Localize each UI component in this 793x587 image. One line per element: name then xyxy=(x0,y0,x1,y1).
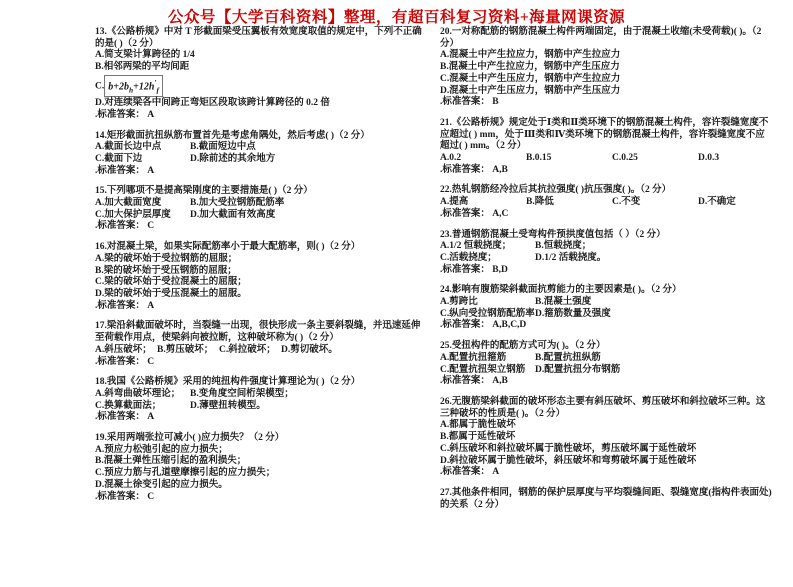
option-d: D.梁的破坏始于受压混凝土的屈服。 xyxy=(95,288,247,299)
answer-line: .标准答案： A,B xyxy=(440,164,508,175)
question-stem: 19.采用两端张拉可减小( )应力损失？（2 分） xyxy=(95,433,285,444)
question-18 xyxy=(95,377,427,424)
question-stem: 17.梁沿斜截面破坏时，当裂缝一出现，很快形成一条主要斜裂缝，并迅速延伸至荷载作用点，使梁斜向被拉断，这种破坏称为( )（2 分） xyxy=(95,321,421,344)
option-c: C.斜压破坏和斜拉破坏属于脆性破坏，剪压破坏属于延性破坏 xyxy=(440,443,697,454)
question-stem: 15.下列哪项不是提高梁刚度的主要措施是( )（2 分） xyxy=(95,186,313,197)
formula-text: +12h xyxy=(133,81,155,93)
option-row xyxy=(440,365,774,377)
option-d: D.1/2 活载挠度。 xyxy=(535,252,607,263)
option-d: D.对连续梁各中间跨正弯矩区段取该跨计算跨径的 0.2 倍 xyxy=(95,98,330,109)
answer-line: .标准答案： A xyxy=(95,165,155,176)
option-a: A.预应力松弛引起的应力损失； xyxy=(95,444,228,455)
option-row xyxy=(95,142,427,154)
question-27 xyxy=(440,488,774,511)
option-d: D.剪切破坏。 xyxy=(281,344,338,355)
question-stem: 24.影响有腹筋梁斜截面抗剪能力的主要因素是( )。（2 分） xyxy=(440,285,682,296)
option-c: C.混凝土中产生压应力，钢筋中产生拉应力 xyxy=(440,73,621,84)
option-a: A.斜压破坏； xyxy=(95,344,152,355)
question-stem: 13.《公路桥规》中对 T 形截面梁受压翼板有效宽度取值的规定中，下列不正确的是( )（2 分） xyxy=(95,27,422,49)
answer-line: .标准答案： C xyxy=(95,356,155,367)
formula-image xyxy=(104,75,163,97)
option-c: C.换算截面法； xyxy=(95,400,162,411)
option-a: A.简支梁计算跨径的 1/4 xyxy=(95,50,195,61)
option-b: B.加大受拉钢筋配筋率 xyxy=(190,198,285,209)
question-24 xyxy=(440,285,774,332)
option-c: C.梁的破坏始于受拉混凝土的屈服； xyxy=(95,277,247,288)
question-26 xyxy=(440,397,774,479)
option-c: C.0.25 xyxy=(612,153,638,164)
option-row xyxy=(440,197,774,209)
question-stem: 18.我国《公路桥规》采用的纯扭构件强度计算理论为( )（2 分） xyxy=(95,377,361,388)
answer-line: .标准答案： B,D xyxy=(440,264,508,275)
option-d: D.加大截面有效高度 xyxy=(190,209,276,220)
option-b: B.降低 xyxy=(526,197,554,208)
question-stem: 20.一对称配筋的钢筋混凝土构件两端固定，由于混凝土收缩(未受荷载)( )。（2 分） xyxy=(440,27,762,49)
question-25 xyxy=(440,341,774,388)
option-a: A.截面长边中点 xyxy=(95,142,162,153)
option-c-label: C. xyxy=(95,81,105,92)
option-b: B.0.15 xyxy=(526,153,552,164)
question-20 xyxy=(440,27,774,109)
option-d: D.混凝土徐变引起的应力损失。 xyxy=(95,479,228,490)
option-c: C.加大保护层厚度 xyxy=(95,209,171,220)
option-c xyxy=(95,74,427,98)
option-row xyxy=(95,401,427,413)
option-d: D.0.3 xyxy=(698,153,720,164)
formula-subscript: h xyxy=(128,85,134,95)
option-b: B.变角度空间桁架模型； xyxy=(190,388,294,399)
option-d: D.不确定 xyxy=(698,197,736,208)
option-b: B.混凝土弹性压缩引起的盈利损失； xyxy=(95,456,247,467)
question-stem: 26.无腹筋梁斜截面的破坏形态主要有斜压破坏、剪压破坏和斜拉破坏三种。这三种破坏的性质是( )。（2 分） xyxy=(440,396,766,419)
option-a: A.梁的破坏始于受拉钢筋的屈服； xyxy=(95,253,238,264)
option-row xyxy=(440,153,774,165)
option-c: C.截面下边 xyxy=(95,153,143,164)
option-b: B.梁的破坏始于受压钢筋的屈服； xyxy=(95,265,237,276)
questions-column-right xyxy=(440,27,774,520)
question-14 xyxy=(95,131,427,178)
answer-line: .标准答案： A xyxy=(95,109,155,120)
answer-line: .标准答案： A xyxy=(95,412,155,423)
question-19 xyxy=(95,433,427,503)
question-21 xyxy=(440,118,774,177)
option-row xyxy=(95,210,427,222)
option-c: C.斜拉破坏； xyxy=(219,344,276,355)
question-stem: 16.对混凝土梁，如果实际配筋率小于最大配筋率，则( )（2 分） xyxy=(95,242,361,253)
formula-text: b+2b xyxy=(108,81,129,93)
option-a: A.剪跨比 xyxy=(440,297,478,308)
option-d: D.斜拉破坏属于脆性破坏，斜压破坏和弯剪破坏属于延性破坏 xyxy=(440,455,697,466)
question-16 xyxy=(95,242,427,312)
formula-prime: ′ xyxy=(154,77,157,87)
option-d: D.配置抗扭分布钢筋 xyxy=(535,364,621,375)
option-d: D.箍筋数量及强度 xyxy=(535,308,611,319)
option-a: A.0.2 xyxy=(440,153,462,164)
option-a: A.都属于脆性破坏 xyxy=(440,420,516,431)
question-stem: 14.矩形截面抗扭纵筋布置首先是考虑角隅处，然后考虑( )（2 分） xyxy=(95,130,370,141)
option-a: A.1/2 恒载挠度； xyxy=(440,241,512,252)
answer-line: .标准答案： A xyxy=(440,467,500,478)
question-13 xyxy=(95,27,427,122)
question-stem: 25.受扭构件的配筋方式可为( )。（2 分） xyxy=(440,341,606,352)
question-17 xyxy=(95,321,427,368)
formula-subscript: f xyxy=(156,85,159,95)
option-row xyxy=(95,198,427,210)
option-c: C.活载挠度； xyxy=(440,252,497,263)
answer-line: .标准答案： A,C xyxy=(440,208,509,219)
option-b: B.相邻两梁的平均间距 xyxy=(95,62,190,73)
option-c: C.配置抗扭架立钢筋 xyxy=(440,364,526,375)
answer-line: .标准答案： A,B xyxy=(440,376,508,387)
option-a: A.斜弯曲破坏理论； xyxy=(95,388,181,399)
question-stem: 22.热轧钢筋经冷拉后其抗拉强度( )抗压强度( )。（2 分） xyxy=(440,185,672,196)
option-row xyxy=(440,309,774,321)
option-b: B.配置抗扭纵筋 xyxy=(535,352,601,363)
option-d: D.薄壁扭转模型。 xyxy=(190,400,266,411)
question-23 xyxy=(440,230,774,277)
option-row xyxy=(95,345,427,357)
answer-line: .标准答案： C xyxy=(95,491,155,502)
page-title: 公众号【大学百科资料】整理，有超百科复习资料+海量网课资源 xyxy=(167,9,626,26)
option-a: A.加大截面宽度 xyxy=(95,198,162,209)
option-a: A.配置抗扭箍筋 xyxy=(440,352,507,363)
questions-column-left xyxy=(95,27,427,512)
option-b: B.混凝土强度 xyxy=(535,297,592,308)
option-row xyxy=(440,297,774,309)
option-row xyxy=(440,353,774,365)
question-stem: 23.普通钢筋混凝土受弯构件预拱度值包括（ ）（2 分） xyxy=(440,229,666,240)
option-b: B.剪压破坏； xyxy=(157,344,214,355)
option-c: C.不变 xyxy=(612,197,641,208)
option-c: C.预应力筋与孔道壁摩擦引起的应力损失； xyxy=(95,468,276,479)
question-15 xyxy=(95,186,427,233)
option-row xyxy=(440,253,774,265)
answer-line: .标准答案： A,B,C,D xyxy=(440,320,527,331)
option-a: A.提高 xyxy=(440,197,469,208)
answer-line: .标准答案： B xyxy=(440,97,499,108)
option-row xyxy=(95,389,427,401)
option-d: D.除前述的其余地方 xyxy=(190,153,276,164)
option-a: A.混凝土中产生拉应力，钢筋中产生拉应力 xyxy=(440,50,621,61)
option-b: B.都属于延性破坏 xyxy=(440,432,516,443)
option-row xyxy=(95,154,427,166)
question-22 xyxy=(440,185,774,220)
option-d: D.混凝土中产生压应力，钢筋中产生压应力 xyxy=(440,85,621,96)
option-c: C.纵向受拉钢筋配筋率 xyxy=(440,308,535,319)
answer-line: .标准答案： A xyxy=(95,300,155,311)
question-stem: 21.《公路桥规》规定处于Ⅰ类和Ⅱ类环境下的钢筋混凝土构件，容许裂缝宽度不应超过( ) mm，处于Ⅲ类和Ⅳ类环境下的钢筋混凝土构件，容许裂缝宽度不应超过( ) mm。（2 分） xyxy=(440,117,769,152)
option-row xyxy=(440,241,774,253)
option-b: B.恒载挠度； xyxy=(535,241,592,252)
question-stem: 27.其他条件相同，钢筋的保护层厚度与平均裂缝间距、裂缝宽度(指构件表面处)的关系（2 分） xyxy=(440,487,772,510)
answer-line: .标准答案： C xyxy=(95,221,155,232)
option-b: B.截面短边中点 xyxy=(190,142,256,153)
option-b: B.混凝土中产生拉应力，钢筋中产生压应力 xyxy=(440,62,620,73)
